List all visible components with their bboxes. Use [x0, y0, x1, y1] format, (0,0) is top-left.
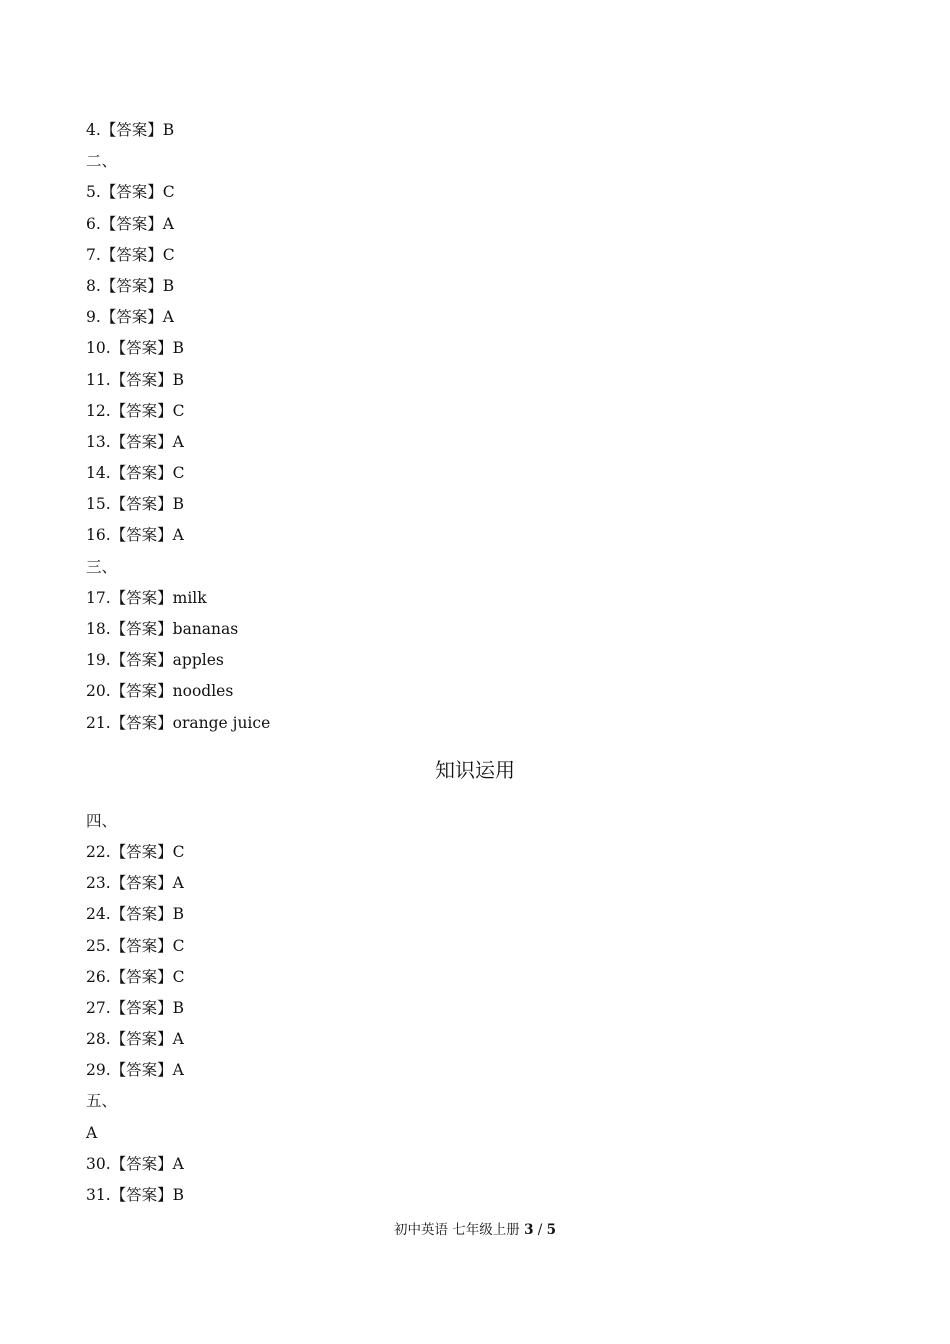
answer-line: 16.【答案】A: [86, 526, 184, 545]
section-heading-5: 五、: [86, 1092, 118, 1111]
answer-line: 22.【答案】C: [86, 842, 185, 861]
answer-line: 4.【答案】B: [86, 121, 175, 139]
answer-line: 8.【答案】B: [86, 276, 175, 295]
answer-line: 17.【答案】milk: [86, 588, 207, 607]
page-current: 3: [524, 1222, 534, 1238]
answer-line: 28.【答案】A: [86, 1030, 184, 1049]
answer-line: 15.【答案】B: [86, 495, 185, 514]
section-title: 知识运用: [435, 757, 515, 782]
answer-line: 27.【答案】B: [86, 998, 185, 1017]
answer-line: 30.【答案】A: [86, 1154, 184, 1173]
page-footer: [0, 1219, 950, 1241]
passage-label: A: [86, 1123, 98, 1142]
answer-line: 31.【答案】B: [86, 1186, 185, 1204]
answer-content: [86, 115, 866, 1211]
answer-line: 5.【答案】C: [86, 183, 175, 202]
answer-line: 19.【答案】apples: [86, 651, 224, 670]
answer-line: 13.【答案】A: [86, 432, 184, 451]
answer-line: 25.【答案】C: [86, 936, 185, 955]
answer-line: 14.【答案】C: [86, 464, 185, 483]
answer-line: 20.【答案】noodles: [86, 682, 234, 701]
answer-line: 26.【答案】C: [86, 967, 185, 986]
section-heading-2: 二、: [86, 152, 118, 171]
answer-line: 18.【答案】bananas: [86, 620, 239, 638]
answer-line: 24.【答案】B: [86, 905, 185, 924]
answer-line: 7.【答案】C: [86, 245, 175, 264]
section-heading-3: 三、: [86, 557, 118, 576]
answer-line: 11.【答案】B: [86, 370, 185, 389]
answer-line: 12.【答案】C: [86, 401, 185, 420]
answer-line: 9.【答案】A: [86, 308, 174, 327]
section-heading-4: 四、: [86, 811, 118, 830]
answer-line: 29.【答案】A: [86, 1061, 184, 1080]
page-total: 5: [546, 1222, 557, 1238]
answer-line: 21.【答案】orange juice: [86, 713, 271, 732]
answer-line: 10.【答案】B: [86, 339, 185, 358]
answer-line: 6.【答案】A: [86, 214, 174, 233]
answer-line: 23.【答案】A: [86, 874, 184, 893]
page-separator: /: [537, 1222, 543, 1238]
footer-label: 初中英语 七年级上册: [393, 1222, 520, 1238]
